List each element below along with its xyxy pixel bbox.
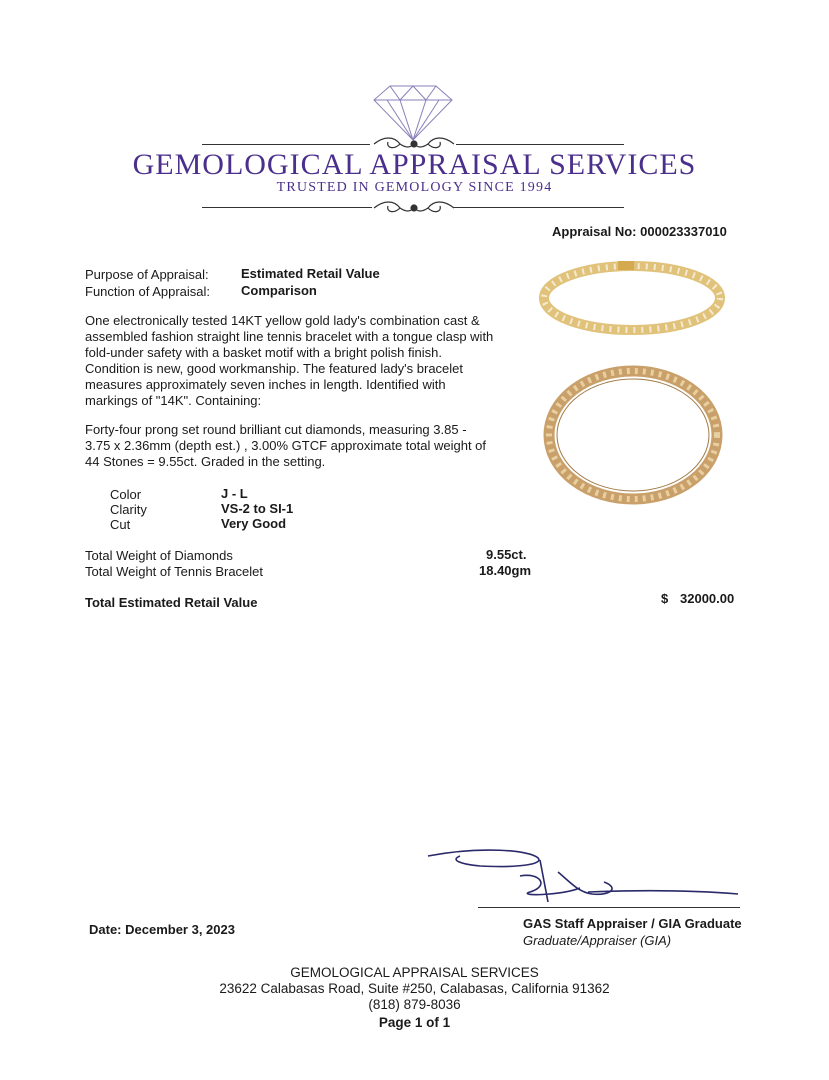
weight-label-diamonds: Total Weight of Diamonds: [85, 548, 233, 563]
grade-value-color: J - L: [221, 486, 248, 501]
purpose-label: Purpose of Appraisal:: [85, 267, 209, 282]
function-label: Function of Appraisal:: [85, 284, 211, 299]
total-amount: 32000.00: [680, 591, 735, 606]
diamond-logo-icon: [370, 82, 456, 142]
grade-value-clarity: VS-2 to SI-1: [221, 501, 294, 516]
stones-description: Forty-four prong set round brilliant cut diamonds, measuring 3.85 - 3.75 x 2.36mm (depth est.) , 3.00% GTCF approximate total weight of 44 Stones = 9.55ct. Graded in the setting.: [85, 422, 487, 469]
appraisal-date: Date: December 3, 2023: [89, 922, 235, 937]
bracelet-photo: [540, 362, 726, 508]
header-top-rule-right: [456, 144, 624, 145]
appraiser-subtitle: Graduate/Appraiser (GIA): [523, 933, 672, 948]
grade-label-clarity: Clarity: [110, 502, 147, 517]
brand-tagline: TRUSTED IN GEMOLOGY SINCE 1994: [276, 180, 553, 195]
weight-label-bracelet: Total Weight of Tennis Bracelet: [85, 564, 264, 579]
total-label: Total Estimated Retail Value: [85, 595, 258, 610]
grade-label-color: Color: [110, 487, 142, 502]
weight-value-diamonds: 9.55ct.: [486, 547, 527, 562]
header-bottom-rule-right: [454, 207, 624, 208]
item-description: One electronically tested 14KT yellow gold lady's combination cast & assembled fashion straight line tennis bracelet with a tongue clasp with fold-under safety with a basket motif with a bright polish finish. Condition is new, good workmanship. The featured lady's bracelet measures approximately seven inches in length. Identified with markings of "14K". Containing:: [85, 313, 494, 408]
purpose-value: Estimated Retail Value: [241, 266, 380, 281]
weight-value-bracelet: 18.40gm: [479, 563, 532, 578]
footer-company: GEMOLOGICAL APPRAISAL SERVICES: [290, 965, 539, 980]
bracelet-photo: [538, 256, 726, 340]
appraisal-number: Appraisal No: 000023337010: [552, 224, 727, 239]
footer-address: 23622 Calabasas Road, Suite #250, Calabasas, California 91362: [219, 981, 610, 996]
function-value: Comparison: [241, 283, 317, 298]
total-currency: $: [661, 591, 669, 606]
brand-name: GEMOLOGICAL APPRAISAL SERVICES: [132, 148, 697, 181]
signature-line: [478, 907, 740, 908]
appraiser-title: GAS Staff Appraiser / GIA Graduate: [523, 916, 742, 931]
footer-phone: (818) 879-8036: [368, 997, 461, 1012]
grade-label-cut: Cut: [110, 517, 131, 532]
header-top-rule: [202, 144, 370, 145]
header-bottom-rule: [202, 207, 372, 208]
signature-image: [420, 846, 750, 916]
grade-value-cut: Very Good: [221, 516, 287, 531]
footer-page-number: Page 1 of 1: [378, 1015, 451, 1030]
scroll-ornament-icon: [372, 198, 456, 218]
